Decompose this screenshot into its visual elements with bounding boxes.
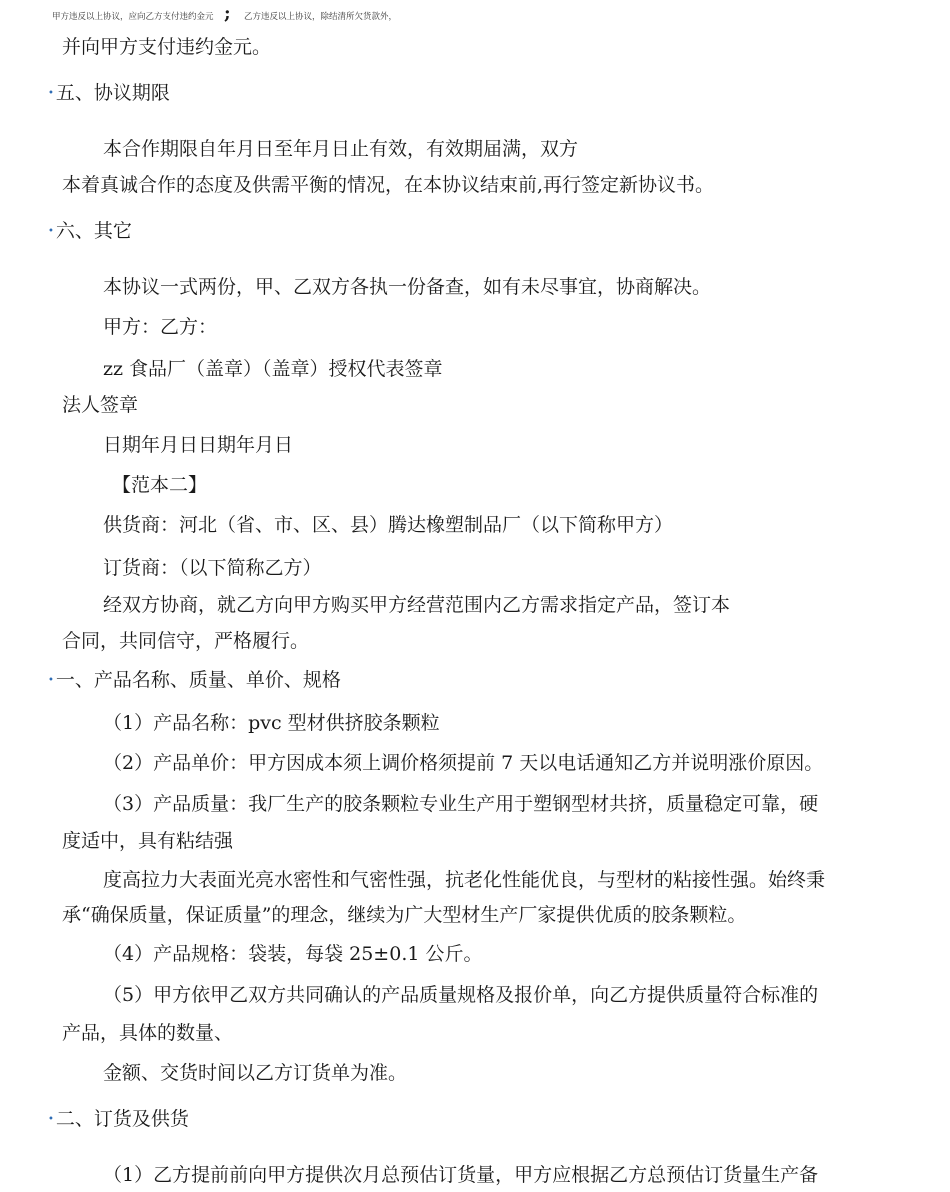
section-heading: [48, 1106, 189, 1133]
bullet-icon: •: [48, 675, 54, 686]
paragraph-line: 本合作期限自年月日至年月日止有效，有效期届满，双方: [103, 138, 579, 160]
paragraph-line: 度适中，具有粘结强: [62, 830, 234, 852]
header-separator: ;: [224, 3, 231, 24]
paragraph-line: 产品，具体的数量、: [62, 1022, 234, 1044]
list-item: （2）产品单价：甲方因成本须上调价格须提前 7 天以电话通知乙方并说明涨价原因。: [103, 752, 824, 774]
header-right: 乙方违反以上协议，除结清所欠货款外，: [244, 12, 398, 22]
header-left: 甲方违反以上协议，应向乙方支付违约金元: [52, 12, 214, 22]
paragraph-line: 承“确保质量，保证质量”的理念，继续为广大型材生产厂家提供优质的胶条颗粒。: [62, 904, 747, 926]
paragraph-line: 金额、交货时间以乙方订货单为准。: [103, 1062, 408, 1084]
paragraph-line: 经双方协商，就乙方向甲方购买甲方经营范围内乙方需求指定产品，签订本: [103, 594, 731, 616]
paragraph-line: 法人签章: [62, 394, 139, 416]
section-heading-text: 六、其它: [55, 220, 132, 242]
section-heading-text: 二、订货及供货: [55, 1108, 189, 1130]
supplier-line: 供货商：河北（省、市、区、县）腾达橡塑制品厂（以下简称甲方）: [103, 514, 674, 536]
bullet-icon: •: [48, 226, 54, 237]
paragraph-line: 本着真诚合作的态度及供需平衡的情况，在本协议结束前,再行签定新协议书。: [62, 174, 715, 196]
paragraph-line: 本协议一式两份，甲、乙双方各执一份备查，如有未尽事宜，协商解决。: [103, 276, 712, 298]
paragraph-line: 甲方：乙方：: [103, 316, 218, 338]
section-heading: [48, 80, 170, 107]
list-item: （3）产品质量：我厂生产的胶条颗粒专业生产用于塑钢型材共挤，质量稳定可靠，硬: [103, 793, 819, 815]
section-heading-text: 五、协议期限: [55, 82, 170, 104]
section-heading-text: 一、产品名称、质量、单价、规格: [55, 669, 341, 691]
list-item: （4）产品规格：袋装，每袋 25±0.1 公斤。: [103, 943, 483, 965]
section-heading: [48, 218, 132, 245]
section-heading: [48, 667, 341, 694]
paragraph-line: 并向甲方支付违约金元。: [62, 36, 272, 58]
list-item: （1）产品名称：pvc 型材供挤胶条颗粒: [103, 712, 440, 734]
paragraph-line: 合同，共同信守，严格履行。: [62, 630, 310, 652]
signature-line: zz 食品厂（盖章）（盖章）授权代表签章: [103, 358, 443, 380]
date-line: 日期年月日日期年月日: [103, 434, 294, 456]
paragraph-line: 度高拉力大表面光亮水密性和气密性强，抗老化性能优良，与型材的粘接性强。始终秉: [103, 869, 826, 891]
list-item: （5）甲方依甲乙双方共同确认的产品质量规格及报价单，向乙方提供质量符合标准的: [103, 984, 819, 1006]
list-item: （1）乙方提前前向甲方提供次月总预估订货量，甲方应根据乙方总预估订货量生产备: [103, 1164, 819, 1186]
bullet-icon: •: [48, 1114, 54, 1125]
bullet-icon: •: [48, 88, 54, 99]
buyer-line: 订货商：（以下简称乙方）: [103, 557, 322, 579]
template-title: 【范本二】: [112, 474, 208, 496]
